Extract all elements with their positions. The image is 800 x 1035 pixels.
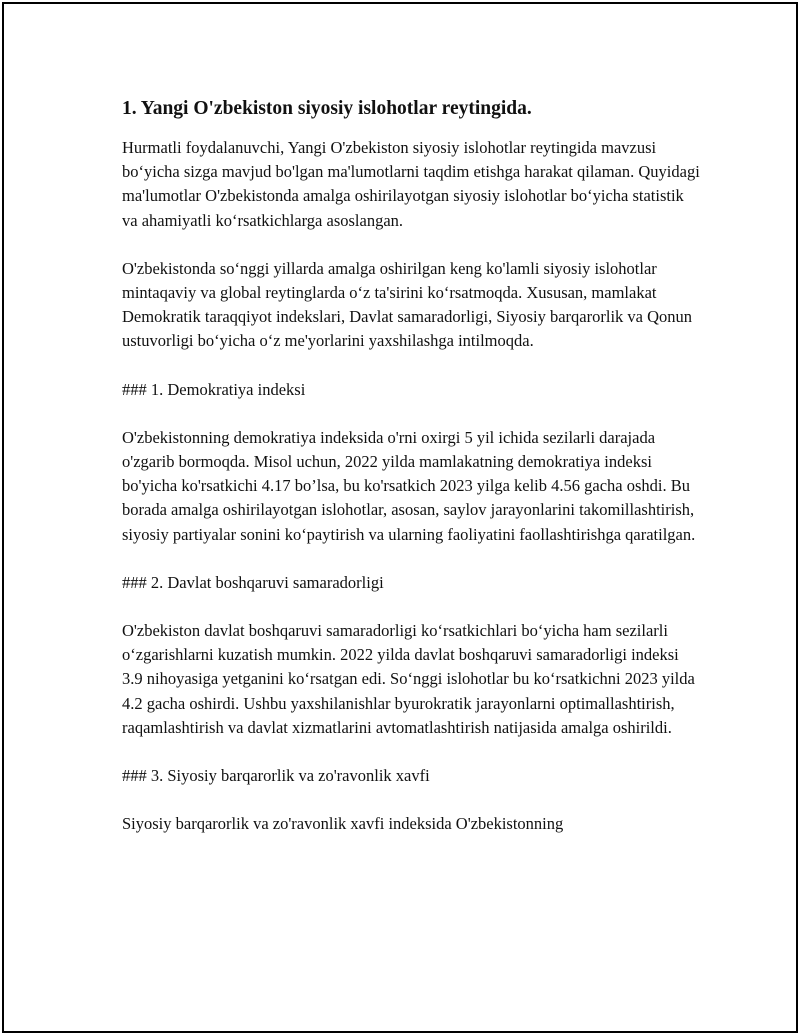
page-frame (2, 2, 798, 1033)
document-title: 1. Yangi O'zbekiston siyosiy islohotlar reytingida. (122, 98, 532, 119)
document-body (122, 96, 702, 860)
overview-paragraph: O'zbekistonda so‘nggi yillarda amalga oshirilgan keng ko'lamli siyosiy islohotlar mintaqaviy va global reytinglarda o‘z ta'sirini ko‘rsatmoqda. Xususan, mamlakat Demokratik taraqqiyot indekslari, Davlat samaradorligi, Siyosiy barqarorlik va Qonun ustuvorligi bo‘yicha o‘z me'yorlarini yaxshilashga intilmoqda. (122, 258, 693, 351)
intro-paragraph: Hurmatli foydalanuvchi, Yangi O'zbekiston siyosiy islohotlar reytingida mavzusi bo‘yicha sizga mavjud bo'lgan ma'lumotlarni taqdim etishga harakat qilaman. Quyidagi ma'lumotlar O'zbekistonda amalga oshirilayotgan siyosiy islohotlar bo‘yicha statistik va ahamiyatli ko‘rsatkichlarga asoslangan. (122, 138, 700, 230)
section-heading-governance-effectiveness: ### 2. Davlat boshqaruvi samaradorligi (122, 572, 384, 592)
section-body-democracy-index: O'zbekistonning demokratiya indeksida o'rni oxirgi 5 yil ichida sezilarli darajada o'zgarib bormoqda. Misol uchun, 2022 yilda mamlakatning demokratiya indeksi bo'yicha ko'rsatkichi 4.17 bo’lsa, bu ko'rsatkich 2023 yilga kelib 4.56 gacha oshdi. Bu borada amalga oshirilayotgan islohotlar, asosan, saylov jarayonlarini takomillashtirish, siyosiy partiyalar sonini ko‘paytirish va ularning faoliyatini faollashtirishga qaratilgan. (122, 427, 696, 544)
section-heading-democracy-index: ### 1. Demokratiya indeksi (122, 379, 306, 399)
section-heading-political-stability: ### 3. Siyosiy barqarorlik va zo'ravonlik xavfi (122, 766, 430, 786)
section-body-governance-effectiveness: O'zbekiston davlat boshqaruvi samaradorligi ko‘rsatkichlari bo‘yicha ham sezilarli o‘zgarishlarni kuzatish mumkin. 2022 yilda davlat boshqaruvi samaradorligi indeksi 3.9 nihoyasiga yetganini ko‘rsatgan edi. So‘nggi islohotlar bu ko‘rsatkichni 2023 yilda 4.2 gacha oshirdi. Ushbu yaxshilanishlar byurokratik jarayonlarni optimallashtirish, raqamlashtirish va davlat xizmatlarini avtomatlashtirish natijasida amalga oshirildi. (122, 621, 695, 737)
section-body-political-stability: Siyosiy barqarorlik va zo'ravonlik xavfi indeksida O'zbekistonning (122, 814, 564, 834)
